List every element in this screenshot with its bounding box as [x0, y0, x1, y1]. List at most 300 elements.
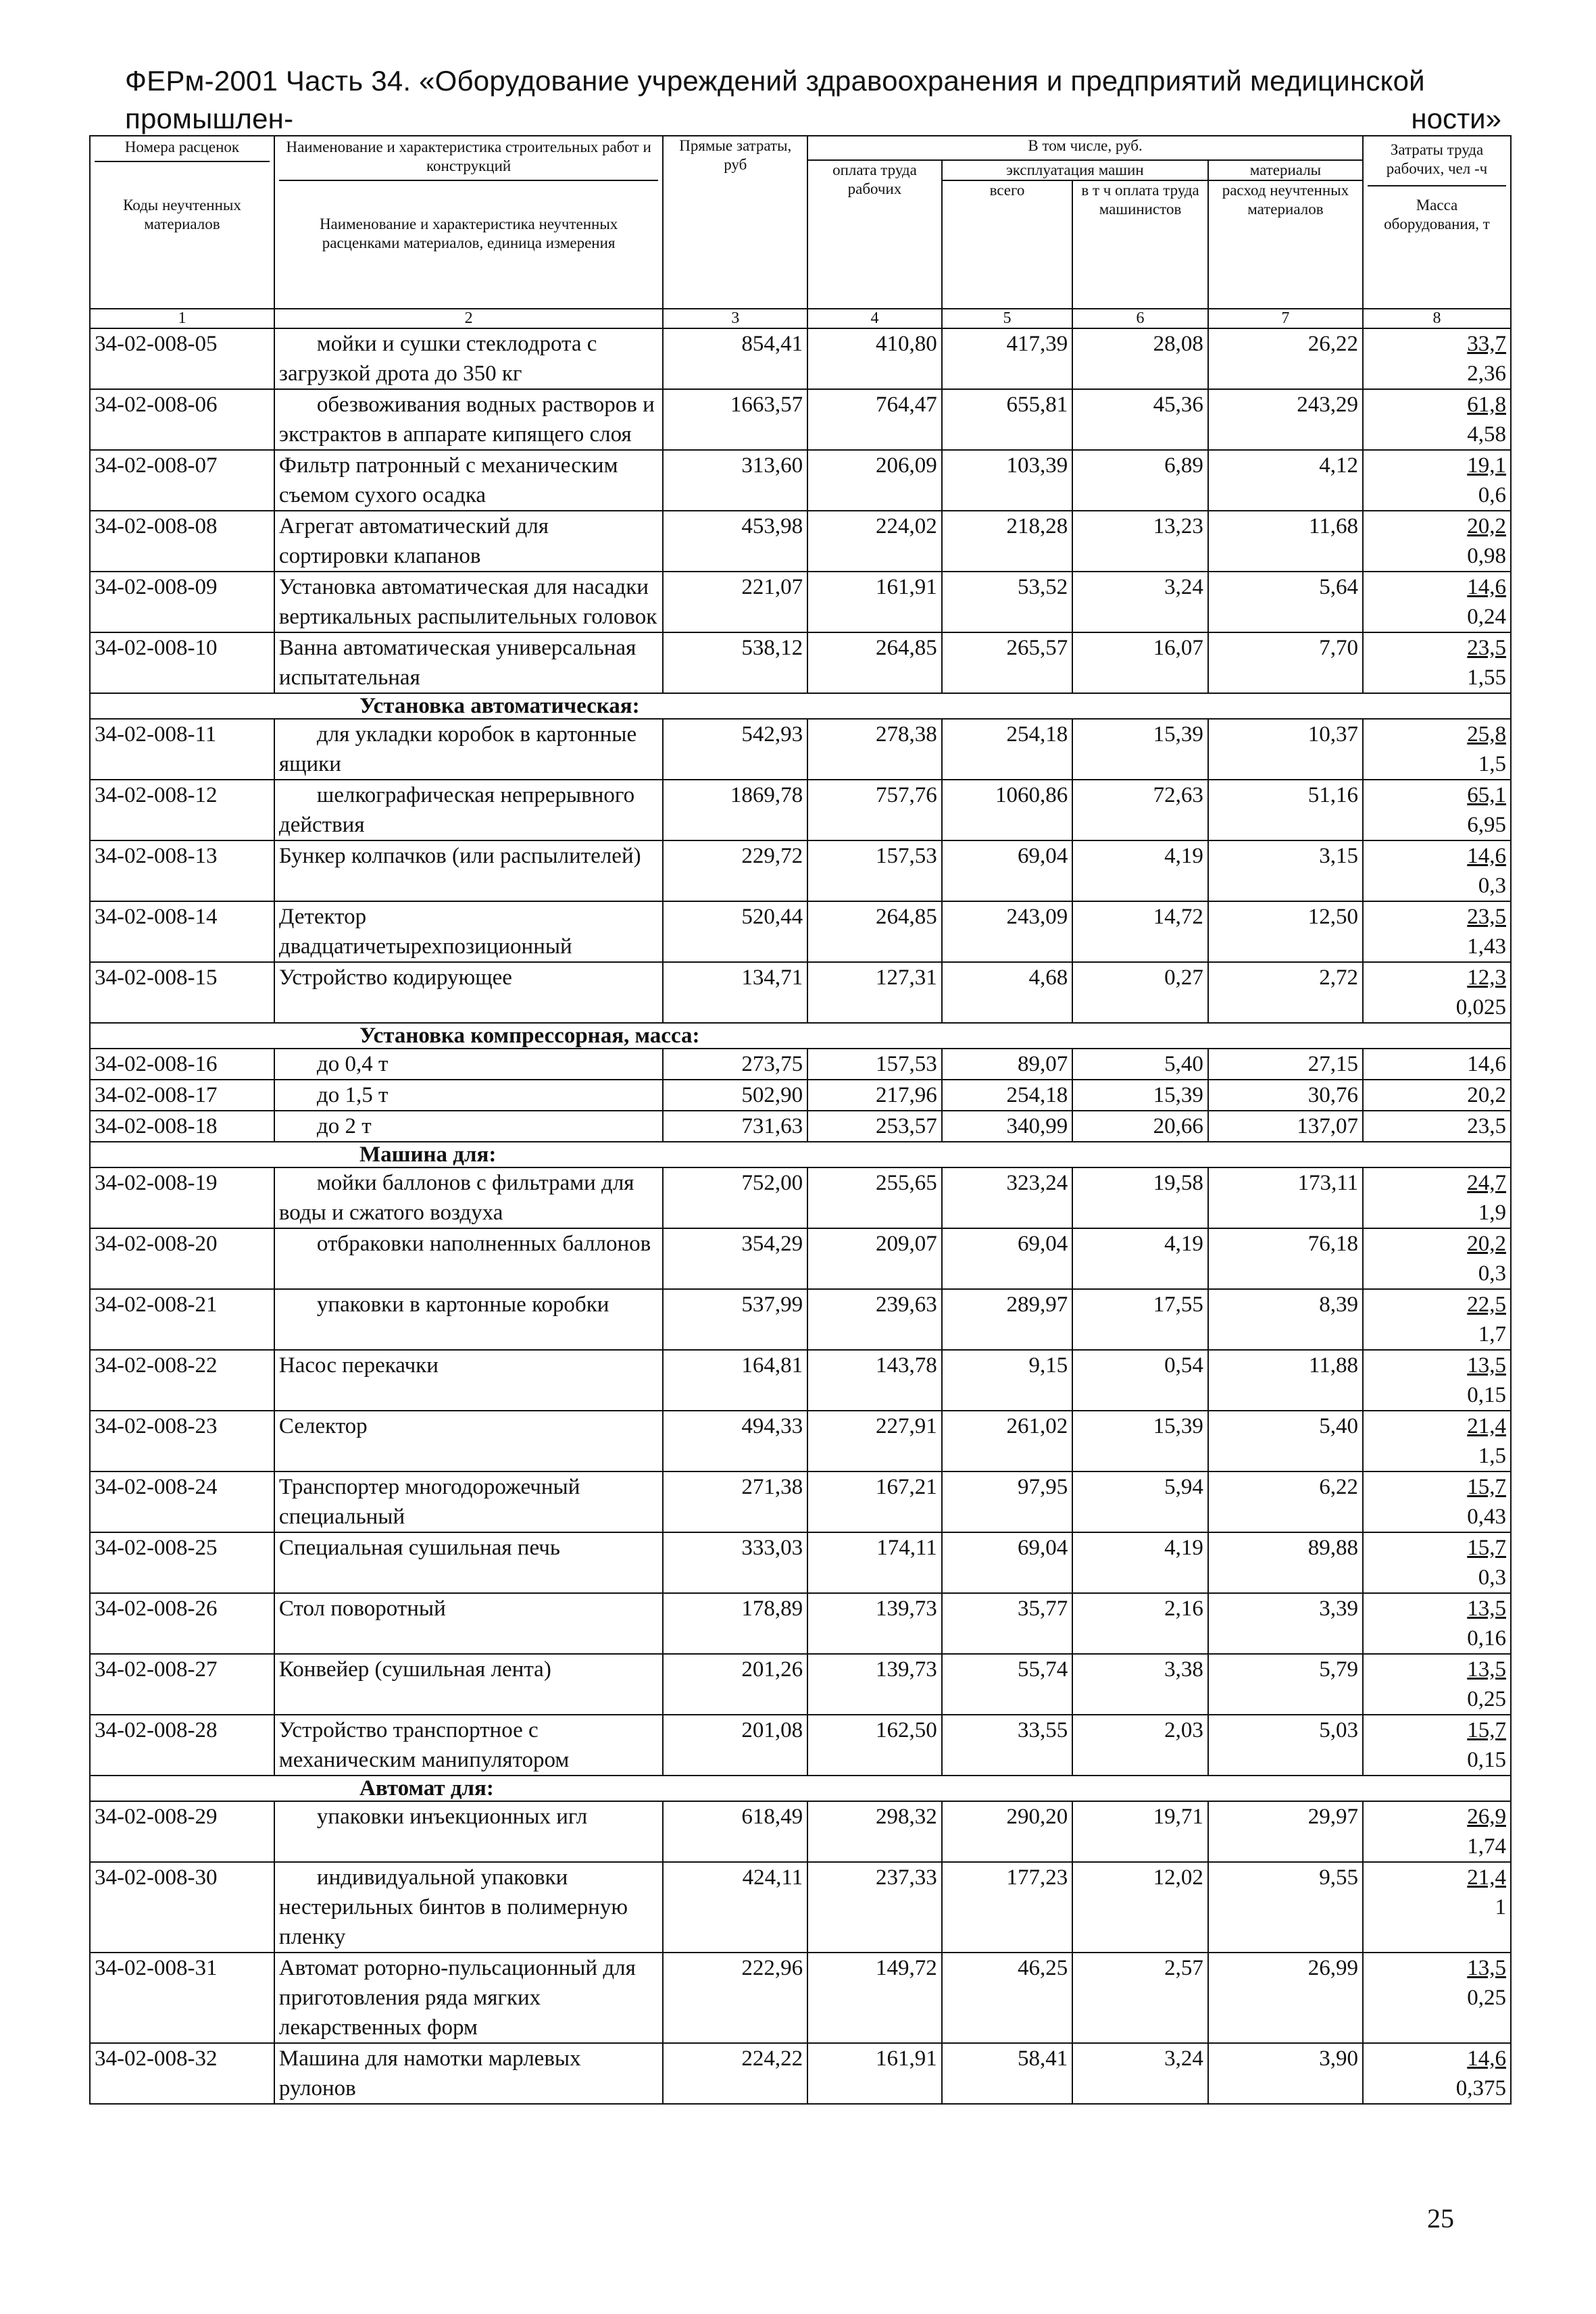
rate-code: 34-02-008-10	[90, 632, 274, 693]
work-name: Детектор двадцатичетырехпозиционный	[274, 901, 663, 962]
table-row	[90, 1411, 1511, 1472]
labor-value: 20,2	[1467, 1083, 1506, 1107]
work-name: индивидуальной упаковки нестерильных бинтов в полимерную пленку	[274, 1862, 663, 1953]
work-name: Конвейер (сушильная лента)	[274, 1654, 663, 1715]
group-title: Установка автоматическая:	[90, 693, 1511, 719]
work-name: Стол поворотный	[274, 1593, 663, 1654]
machinist-pay: 4,19	[1072, 1228, 1208, 1289]
machinist-pay: 3,38	[1072, 1654, 1208, 1715]
machinist-pay: 19,71	[1072, 1801, 1208, 1862]
table-row	[90, 1532, 1511, 1593]
machine-total: 35,77	[942, 1593, 1072, 1654]
labor-value: 14,6	[1467, 575, 1506, 599]
labor-value: 21,4	[1467, 1865, 1506, 1890]
work-name: для укладки коробок в картонные ящики	[274, 719, 663, 780]
worker-pay: 217,96	[807, 1080, 942, 1111]
column-number: 4	[807, 309, 942, 328]
worker-pay: 167,21	[807, 1472, 942, 1532]
work-name: Устройство кодирующее	[274, 962, 663, 1023]
rate-code: 34-02-008-23	[90, 1411, 274, 1472]
labor-value: 15,7	[1467, 1536, 1506, 1560]
rate-code: 34-02-008-13	[90, 840, 274, 901]
machinist-pay: 2,03	[1072, 1715, 1208, 1776]
worker-pay: 143,78	[807, 1350, 942, 1411]
group-header-row	[90, 1023, 1511, 1049]
materials: 3,39	[1208, 1593, 1363, 1654]
page-title: ФЕРм-2001 Часть 34. «Оборудование учреждений здравоохранения и предприятий медицинской промышлен-	[125, 65, 1425, 134]
materials: 9,55	[1208, 1862, 1363, 1953]
machine-total: 177,23	[942, 1862, 1072, 1953]
materials: 5,03	[1208, 1715, 1363, 1776]
mass-value: 6,95	[1467, 813, 1506, 837]
labor-and-mass	[1363, 962, 1511, 1023]
labor-value: 12,3	[1467, 965, 1506, 990]
machine-total: 265,57	[942, 632, 1072, 693]
labor-and-mass	[1363, 840, 1511, 901]
materials: 10,37	[1208, 719, 1363, 780]
worker-pay: 224,02	[807, 511, 942, 572]
labor-and-mass	[1363, 389, 1511, 450]
rate-code: 34-02-008-22	[90, 1350, 274, 1411]
direct-costs: 229,72	[663, 840, 807, 901]
labor-value: 26,9	[1467, 1805, 1506, 1829]
labor-and-mass	[1363, 780, 1511, 840]
worker-pay: 139,73	[807, 1654, 942, 1715]
labor-and-mass	[1363, 1862, 1511, 1953]
machinist-pay: 15,39	[1072, 719, 1208, 780]
labor-value: 23,5	[1467, 905, 1506, 929]
price-table	[89, 135, 1512, 2105]
direct-costs: 134,71	[663, 962, 807, 1023]
rate-code: 34-02-008-14	[90, 901, 274, 962]
materials: 4,12	[1208, 450, 1363, 511]
labor-value: 22,5	[1467, 1292, 1506, 1317]
labor-and-mass	[1363, 1289, 1511, 1350]
machine-total: 103,39	[942, 450, 1072, 511]
direct-costs: 453,98	[663, 511, 807, 572]
labor-value: 23,5	[1467, 1114, 1506, 1138]
labor-value: 19,1	[1467, 453, 1506, 478]
rate-code: 34-02-008-27	[90, 1654, 274, 1715]
labor-value: 20,2	[1467, 514, 1506, 538]
direct-costs: 224,22	[663, 2043, 807, 2104]
direct-costs: 164,81	[663, 1350, 807, 1411]
machine-total: 655,81	[942, 389, 1072, 450]
column-number: 7	[1208, 309, 1363, 328]
machinist-pay: 0,27	[1072, 962, 1208, 1023]
direct-costs: 1869,78	[663, 780, 807, 840]
direct-costs: 178,89	[663, 1593, 807, 1654]
direct-costs: 201,26	[663, 1654, 807, 1715]
table-row	[90, 389, 1511, 450]
materials: 11,88	[1208, 1350, 1363, 1411]
machinist-pay: 16,07	[1072, 632, 1208, 693]
rate-code: 34-02-008-09	[90, 572, 274, 632]
materials: 26,22	[1208, 328, 1363, 389]
materials: 5,40	[1208, 1411, 1363, 1472]
worker-pay: 206,09	[807, 450, 942, 511]
worker-pay: 149,72	[807, 1953, 942, 2043]
labor-and-mass	[1363, 1350, 1511, 1411]
table-row	[90, 1167, 1511, 1228]
materials: 5,64	[1208, 572, 1363, 632]
mass-value: 1,9	[1478, 1201, 1506, 1225]
machine-total: 340,99	[942, 1111, 1072, 1142]
labor-value: 13,5	[1467, 1596, 1506, 1621]
work-name: Устройство транспортное с механическим манипулятором	[274, 1715, 663, 1776]
machinist-pay: 6,89	[1072, 450, 1208, 511]
mass-value: 1,74	[1467, 1834, 1506, 1859]
rate-code: 34-02-008-31	[90, 1953, 274, 2043]
rate-code: 34-02-008-07	[90, 450, 274, 511]
rate-code: 34-02-008-21	[90, 1289, 274, 1350]
direct-costs: 731,63	[663, 1111, 807, 1142]
header-labor: Затраты труда рабочих, чел -ч Масса оборудования, т	[1363, 136, 1511, 309]
machinist-pay: 0,54	[1072, 1350, 1208, 1411]
column-number: 6	[1072, 309, 1208, 328]
machine-total: 243,09	[942, 901, 1072, 962]
machinist-pay: 15,39	[1072, 1080, 1208, 1111]
labor-and-mass	[1363, 719, 1511, 780]
table-row	[90, 962, 1511, 1023]
machinist-pay: 19,58	[1072, 1167, 1208, 1228]
materials: 30,76	[1208, 1080, 1363, 1111]
table-row	[90, 901, 1511, 962]
machine-total: 55,74	[942, 1654, 1072, 1715]
machinist-pay: 5,94	[1072, 1472, 1208, 1532]
machine-total: 417,39	[942, 328, 1072, 389]
mass-value: 2,36	[1467, 361, 1506, 386]
mass-value: 0,3	[1478, 1261, 1506, 1286]
rate-code: 34-02-008-18	[90, 1111, 274, 1142]
materials: 6,22	[1208, 1472, 1363, 1532]
machine-total: 33,55	[942, 1715, 1072, 1776]
materials: 243,29	[1208, 389, 1363, 450]
machine-total: 254,18	[942, 719, 1072, 780]
mass-value: 4,58	[1467, 422, 1506, 447]
worker-pay: 237,33	[807, 1862, 942, 1953]
work-name: упаковки инъекционных игл	[274, 1801, 663, 1862]
labor-and-mass	[1363, 572, 1511, 632]
group-header-row	[90, 1142, 1511, 1167]
labor-and-mass	[1363, 1532, 1511, 1593]
machinist-pay: 45,36	[1072, 389, 1208, 450]
labor-and-mass	[1363, 1167, 1511, 1228]
machinist-pay: 4,19	[1072, 840, 1208, 901]
machinist-pay: 17,55	[1072, 1289, 1208, 1350]
direct-costs: 542,93	[663, 719, 807, 780]
work-name: Транспортер многодорожечный специальный	[274, 1472, 663, 1532]
table-row	[90, 1593, 1511, 1654]
materials: 27,15	[1208, 1049, 1363, 1080]
mass-value: 0,375	[1455, 2076, 1506, 2101]
work-name: Ванна автоматическая универсальная испытательная	[274, 632, 663, 693]
header-pay: оплата труда рабочих	[807, 160, 942, 309]
materials: 137,07	[1208, 1111, 1363, 1142]
machine-total: 53,52	[942, 572, 1072, 632]
header-direct-costs: Прямые затраты, руб	[663, 136, 807, 309]
table-row	[90, 632, 1511, 693]
machine-total: 218,28	[942, 511, 1072, 572]
worker-pay: 209,07	[807, 1228, 942, 1289]
page-title-continuation: ности»	[1411, 103, 1501, 134]
machinist-pay: 2,57	[1072, 1953, 1208, 2043]
mass-value: 1,7	[1478, 1322, 1506, 1347]
worker-pay: 239,63	[807, 1289, 942, 1350]
machinist-pay: 5,40	[1072, 1049, 1208, 1080]
table-row	[90, 328, 1511, 389]
labor-and-mass	[1363, 1715, 1511, 1776]
direct-costs: 854,41	[663, 328, 807, 389]
mass-value: 0,25	[1467, 1687, 1506, 1711]
direct-costs: 354,29	[663, 1228, 807, 1289]
work-name: до 0,4 т	[274, 1049, 663, 1080]
machinist-pay: 72,63	[1072, 780, 1208, 840]
machine-total: 323,24	[942, 1167, 1072, 1228]
worker-pay: 161,91	[807, 572, 942, 632]
direct-costs: 502,90	[663, 1080, 807, 1111]
rate-code: 34-02-008-29	[90, 1801, 274, 1862]
rate-code: 34-02-008-17	[90, 1080, 274, 1111]
mass-value: 0,025	[1455, 995, 1506, 1020]
labor-value: 15,7	[1467, 1718, 1506, 1742]
machine-total: 1060,86	[942, 780, 1072, 840]
group-title: Установка компрессорная, масса:	[90, 1023, 1511, 1049]
labor-value: 24,7	[1467, 1171, 1506, 1195]
worker-pay: 174,11	[807, 1532, 942, 1593]
mass-value: 1,55	[1467, 665, 1506, 690]
table-row	[90, 1049, 1511, 1080]
rate-code: 34-02-008-12	[90, 780, 274, 840]
mass-value: 0,43	[1467, 1505, 1506, 1529]
table-row	[90, 1111, 1511, 1142]
machine-total: 69,04	[942, 840, 1072, 901]
machine-total: 89,07	[942, 1049, 1072, 1080]
work-name: мойки и сушки стеклодрота с загрузкой дрота до 350 кг	[274, 328, 663, 389]
labor-value: 14,6	[1467, 844, 1506, 868]
direct-costs: 201,08	[663, 1715, 807, 1776]
table-row	[90, 450, 1511, 511]
machinist-pay: 13,23	[1072, 511, 1208, 572]
table-row	[90, 780, 1511, 840]
materials: 89,88	[1208, 1532, 1363, 1593]
machinist-pay: 3,24	[1072, 572, 1208, 632]
work-name: обезвоживания водных растворов и экстрактов в аппарате кипящего слоя	[274, 389, 663, 450]
worker-pay: 410,80	[807, 328, 942, 389]
work-name: Насос перекачки	[274, 1350, 663, 1411]
worker-pay: 264,85	[807, 901, 942, 962]
mass-value: 0,16	[1467, 1626, 1506, 1651]
group-title: Машина для:	[90, 1142, 1511, 1167]
group-header-row	[90, 693, 1511, 719]
materials: 12,50	[1208, 901, 1363, 962]
rate-code: 34-02-008-26	[90, 1593, 274, 1654]
direct-costs: 333,03	[663, 1532, 807, 1593]
work-name: до 1,5 т	[274, 1080, 663, 1111]
rate-code: 34-02-008-32	[90, 2043, 274, 2104]
worker-pay: 157,53	[807, 1049, 942, 1080]
labor-and-mass	[1363, 1654, 1511, 1715]
rate-code: 34-02-008-24	[90, 1472, 274, 1532]
labor-and-mass	[1363, 1111, 1511, 1142]
column-number: 2	[274, 309, 663, 328]
table-row	[90, 1715, 1511, 1776]
worker-pay: 255,65	[807, 1167, 942, 1228]
work-name: мойки баллонов с фильтрами для воды и сжатого воздуха	[274, 1167, 663, 1228]
machine-total: 69,04	[942, 1532, 1072, 1593]
mass-value: 1,43	[1467, 934, 1506, 959]
mass-value: 0,98	[1467, 544, 1506, 568]
machine-total: 97,95	[942, 1472, 1072, 1532]
machine-total: 254,18	[942, 1080, 1072, 1111]
rate-code: 34-02-008-05	[90, 328, 274, 389]
rate-code: 34-02-008-11	[90, 719, 274, 780]
direct-costs: 313,60	[663, 450, 807, 511]
labor-and-mass	[1363, 450, 1511, 511]
mass-value: 0,15	[1467, 1748, 1506, 1772]
direct-costs: 271,38	[663, 1472, 807, 1532]
work-name: Автомат роторно-пульсационный для приготовления ряда мягких лекарственных форм	[274, 1953, 663, 2043]
materials: 8,39	[1208, 1289, 1363, 1350]
work-name: Агрегат автоматический для сортировки клапанов	[274, 511, 663, 572]
materials: 5,79	[1208, 1654, 1363, 1715]
materials: 3,90	[1208, 2043, 1363, 2104]
labor-value: 13,5	[1467, 1353, 1506, 1378]
labor-and-mass	[1363, 1080, 1511, 1111]
direct-costs: 538,12	[663, 632, 807, 693]
direct-costs: 537,99	[663, 1289, 807, 1350]
labor-and-mass	[1363, 1228, 1511, 1289]
machinist-pay: 12,02	[1072, 1862, 1208, 1953]
direct-costs: 752,00	[663, 1167, 807, 1228]
mass-value: 1	[1495, 1895, 1506, 1919]
rate-code: 34-02-008-30	[90, 1862, 274, 1953]
worker-pay: 139,73	[807, 1593, 942, 1654]
table-row	[90, 840, 1511, 901]
machinist-pay: 4,19	[1072, 1532, 1208, 1593]
group-header-row	[90, 1776, 1511, 1801]
work-name: отбраковки наполненных баллонов	[274, 1228, 663, 1289]
worker-pay: 162,50	[807, 1715, 942, 1776]
labor-and-mass	[1363, 328, 1511, 389]
group-title: Автомат для:	[90, 1776, 1511, 1801]
table-row	[90, 2043, 1511, 2104]
rate-code: 34-02-008-15	[90, 962, 274, 1023]
table-row	[90, 1472, 1511, 1532]
labor-and-mass	[1363, 1472, 1511, 1532]
labor-and-mass	[1363, 632, 1511, 693]
table-row	[90, 1350, 1511, 1411]
table-row	[90, 1801, 1511, 1862]
direct-costs: 520,44	[663, 901, 807, 962]
table-row	[90, 511, 1511, 572]
mass-value: 0,6	[1478, 483, 1506, 507]
labor-value: 25,8	[1467, 722, 1506, 747]
direct-costs: 1663,57	[663, 389, 807, 450]
worker-pay: 757,76	[807, 780, 942, 840]
mass-value: 0,24	[1467, 605, 1506, 629]
worker-pay: 157,53	[807, 840, 942, 901]
labor-value: 21,4	[1467, 1414, 1506, 1438]
work-name: шелкографическая непрерывного действия	[274, 780, 663, 840]
mass-value: 0,3	[1478, 874, 1506, 898]
machine-total: 58,41	[942, 2043, 1072, 2104]
machine-total: 289,97	[942, 1289, 1072, 1350]
labor-value: 61,8	[1467, 393, 1506, 417]
work-name: Фильтр патронный с механическим съемом сухого осадка	[274, 450, 663, 511]
table-row	[90, 1654, 1511, 1715]
column-number: 3	[663, 309, 807, 328]
labor-and-mass	[1363, 1801, 1511, 1862]
header-unaccounted-materials: расход неучтенных материалов	[1208, 180, 1363, 309]
work-name: Специальная сушильная печь	[274, 1532, 663, 1593]
column-numbers-row	[90, 309, 1511, 328]
machine-total: 261,02	[942, 1411, 1072, 1472]
labor-value: 23,5	[1467, 636, 1506, 660]
table-row	[90, 572, 1511, 632]
rate-code: 34-02-008-08	[90, 511, 274, 572]
header-materials: материалы	[1208, 160, 1363, 180]
materials: 173,11	[1208, 1167, 1363, 1228]
rate-code: 34-02-008-20	[90, 1228, 274, 1289]
direct-costs: 222,96	[663, 1953, 807, 2043]
header-total: всего	[942, 180, 1072, 309]
labor-and-mass	[1363, 1049, 1511, 1080]
labor-value: 65,1	[1467, 783, 1506, 807]
table-row	[90, 1289, 1511, 1350]
mass-value: 0,3	[1478, 1565, 1506, 1590]
page-number: 25	[1427, 2203, 1454, 2234]
rate-code: 34-02-008-28	[90, 1715, 274, 1776]
rate-code: 34-02-008-19	[90, 1167, 274, 1228]
work-name: Машина для намотки марлевых рулонов	[274, 2043, 663, 2104]
materials: 29,97	[1208, 1801, 1363, 1862]
rate-code: 34-02-008-06	[90, 389, 274, 450]
labor-value: 14,6	[1467, 2046, 1506, 2071]
labor-value: 20,2	[1467, 1232, 1506, 1256]
machinist-pay: 2,16	[1072, 1593, 1208, 1654]
materials: 76,18	[1208, 1228, 1363, 1289]
direct-costs: 424,11	[663, 1862, 807, 1953]
mass-value: 1,5	[1478, 1444, 1506, 1468]
machinist-pay: 3,24	[1072, 2043, 1208, 2104]
direct-costs: 221,07	[663, 572, 807, 632]
worker-pay: 278,38	[807, 719, 942, 780]
machine-total: 46,25	[942, 1953, 1072, 2043]
labor-and-mass	[1363, 1953, 1511, 2043]
labor-value: 13,5	[1467, 1657, 1506, 1682]
machinist-pay: 15,39	[1072, 1411, 1208, 1472]
table-row	[90, 719, 1511, 780]
materials: 2,72	[1208, 962, 1363, 1023]
table-row	[90, 1953, 1511, 2043]
labor-and-mass	[1363, 901, 1511, 962]
labor-and-mass	[1363, 2043, 1511, 2104]
materials: 26,99	[1208, 1953, 1363, 2043]
direct-costs: 618,49	[663, 1801, 807, 1862]
machine-total: 290,20	[942, 1801, 1072, 1862]
column-number: 8	[1363, 309, 1511, 328]
machine-total: 4,68	[942, 962, 1072, 1023]
rate-code: 34-02-008-25	[90, 1532, 274, 1593]
labor-value: 13,5	[1467, 1956, 1506, 1980]
mass-value: 0,25	[1467, 1986, 1506, 2010]
header-machines: эксплуатация машин	[942, 160, 1208, 180]
direct-costs: 273,75	[663, 1049, 807, 1080]
worker-pay: 264,85	[807, 632, 942, 693]
header-names: Наименование и характеристика строительных работ и конструкций Наименование и характеристика неучтенных расценками материалов, единица измерения	[274, 136, 663, 309]
work-name: Селектор	[274, 1411, 663, 1472]
